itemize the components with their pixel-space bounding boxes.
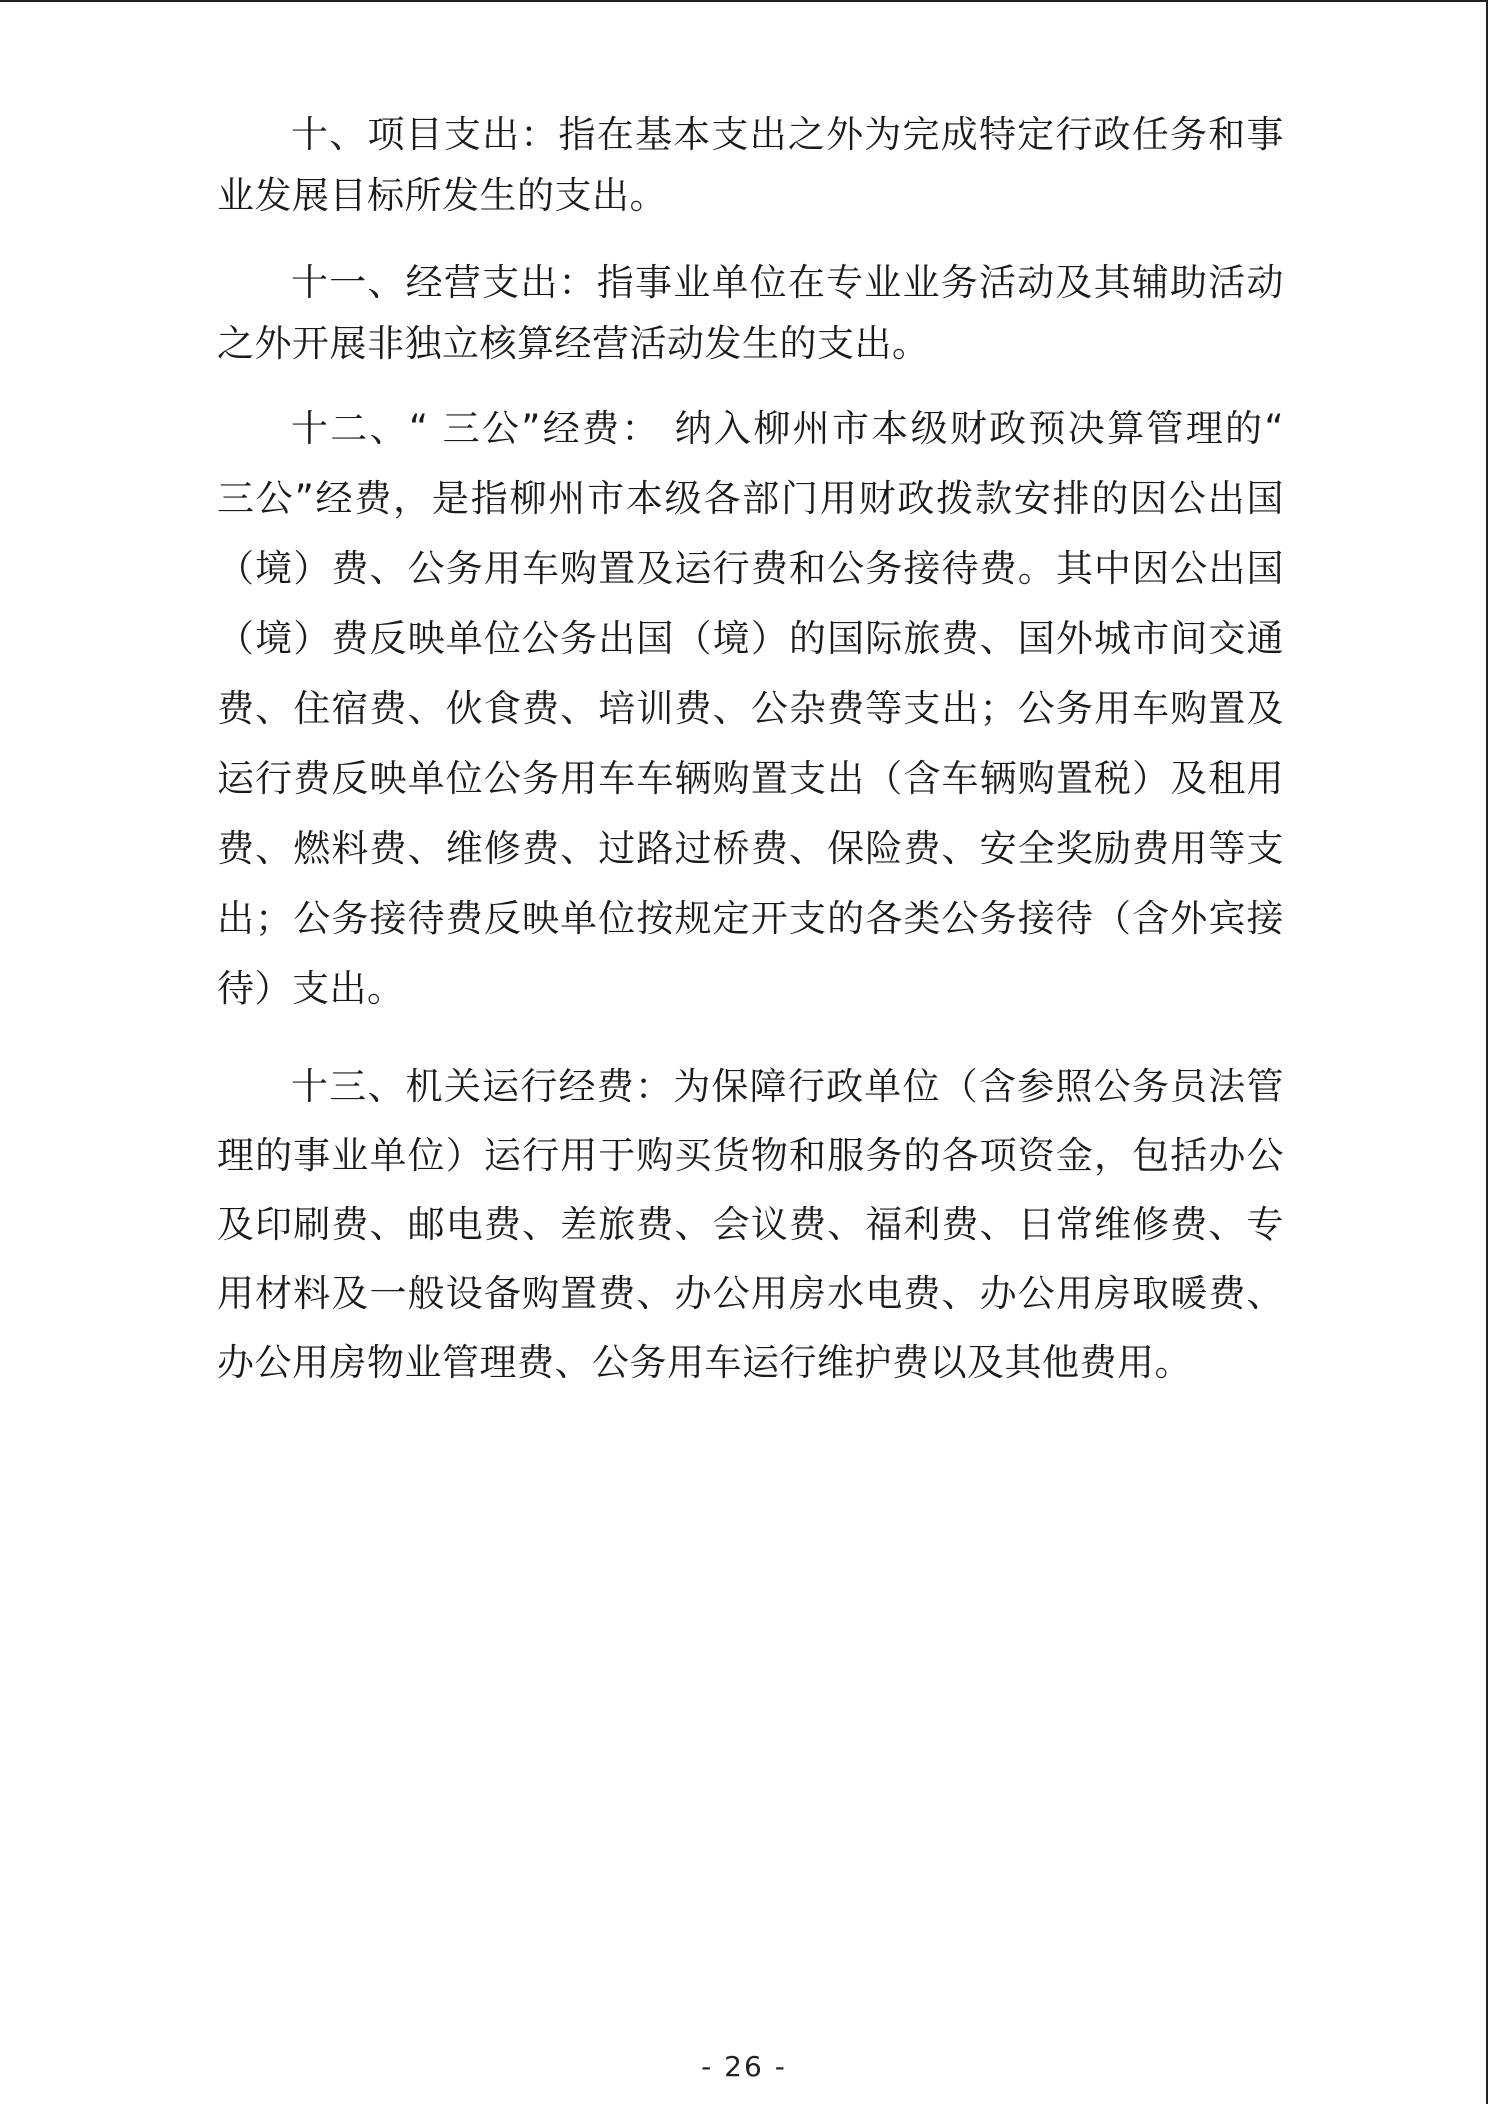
paragraph-project-expenditure: 十、项目支出：指在基本支出之外为完成特定行政任务和事业发展目标所发生的支出。 [217,113,1284,217]
paragraph-business-expenditure: 十一、经营支出：指事业单位在专业业务活动及其辅助活动之外开展非独立核算经营活动发生的支出。 [217,261,1284,365]
document-body [217,104,1284,1397]
page-number: - 26 - [701,2050,787,2083]
paragraph-agency-operating-expenses: 十三、机关运行经费：为保障行政单位（含参照公务员法管理的事业单位）运行用于购买货物和服务的各项资金，包括办公及印刷费、邮电费、差旅费、会议费、福利费、日常维修费、专用材料及一般设备购置费、办公用房水电费、办公用房取暖费、办公用房物业管理费、公务用车运行维护费以及其他费用。 [217,1065,1284,1384]
paragraph-three-public-expenses: 十二、“ 三公”经费： 纳入柳州市本级财政预决算管理的“ 三公”经费，是指柳州市本级各部门用财政拨款安排的因公出国（境）费、公务用车购置及运行费和公务接待费。其中因公出国（境）费反映单位公务出国（境）的国际旅费、国外城市间交通费、住宿费、伙食费、培训费、公杂费等支出；公务用车购置及运行费反映单位公务用车车辆购置支出（含车辆购置税）及租用费、燃料费、维修费、过路过桥费、保险费、安全奖励费用等支出；公务接待费反映单位按规定开支的各类公务接待（含外宾接待）支出。 [217,407,1284,1010]
